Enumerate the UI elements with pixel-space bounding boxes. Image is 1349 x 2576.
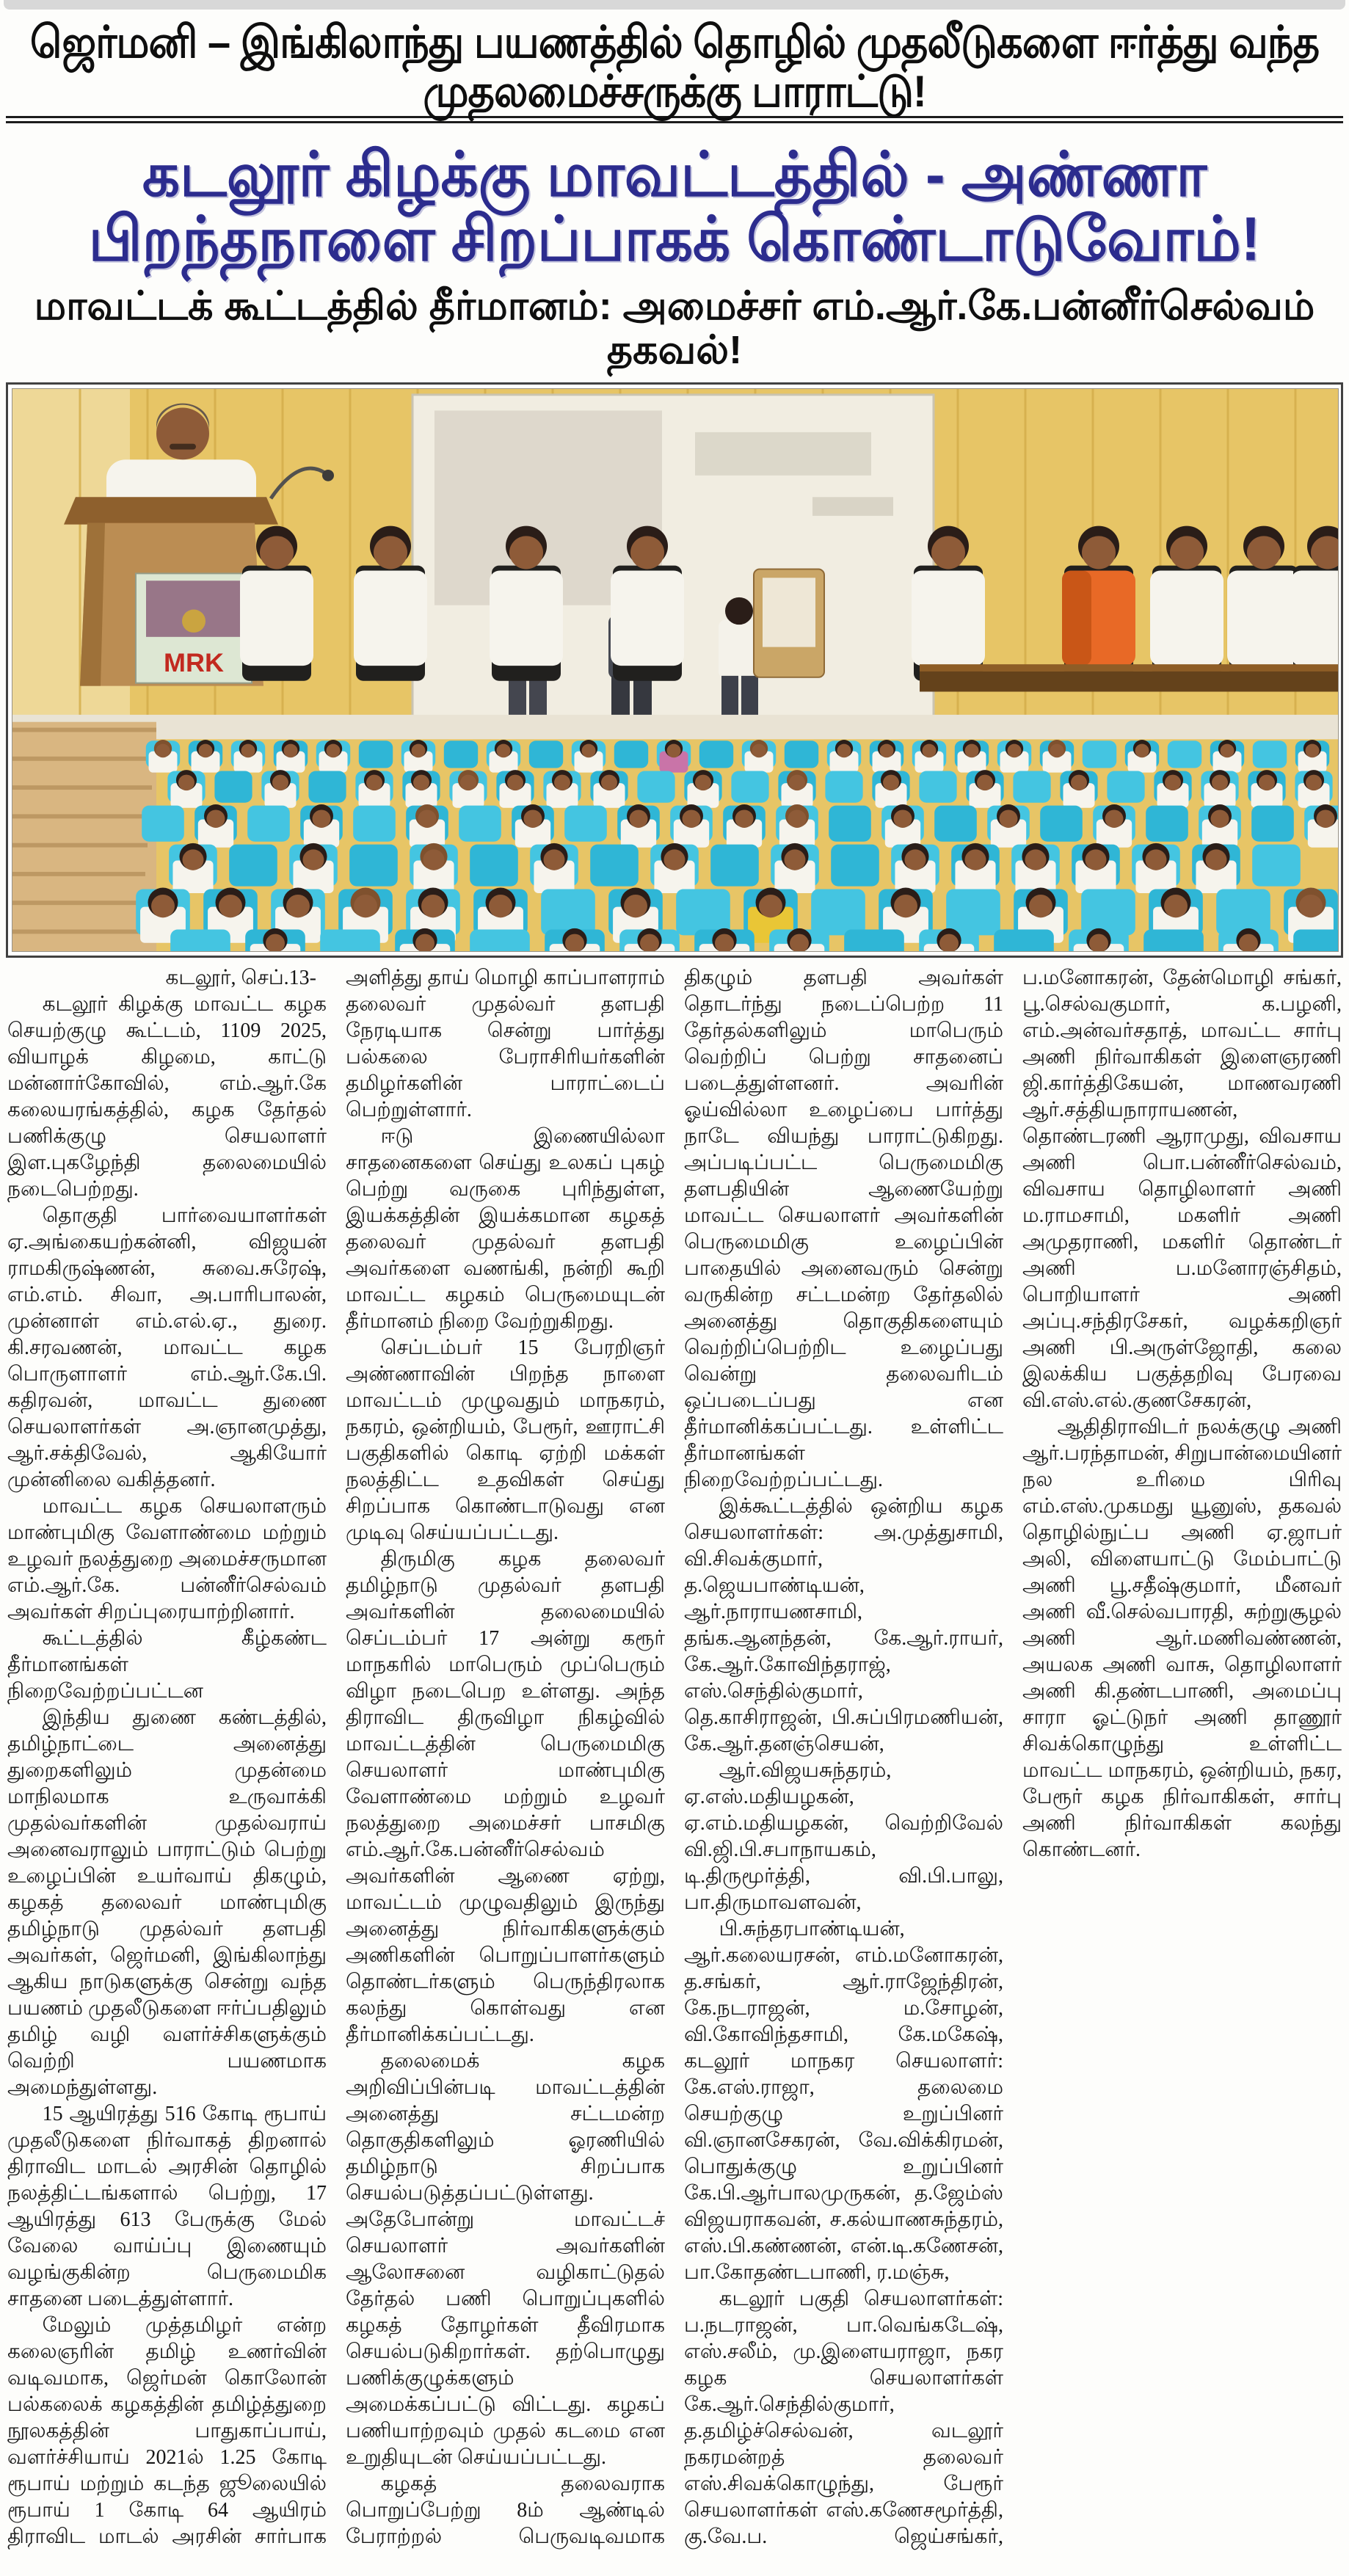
article-paragraph: ஆதிதிராவிடர் நலக்குழு அணி ஆர்.பரந்தாமன், சிறுபான்மையினர் நல உரிமை பிரிவு எம்.எஸ்.முகமது யூனுஸ், தகவல் தொழில்நுட்ப அணி ஏ.ஜாபர் அலி, விளையாட்டு மேம்பாட்டு அணி பூ.சதீஷ்குமார், மீனவர் அணி வீ.செல்வபாரதி, சுற்றுசூழல் அணி ஆர்.மணிவண்ணன், அயலக அணி வாசு, தொழிலாளர் அணி கி.தண்டபாணி, அமைப்பு சாரா ஓட்டுநர் அணி தாணூர் சிவக்கொழுந்து உள்ளிட்ட மாவட்ட மாநகரம், ஒன்றியம், நகர, பேரூர் கழக நிர்வாகிகள், சார்பு அணி நிர்வாகிகள் கலந்து கொண்டனர்.: [1022, 1415, 1342, 1861]
photo-tint: [12, 389, 1338, 951]
headline-secondary: கடலூர் கிழக்கு மாவட்டத்தில் - அண்ணா பிறந்தநாளை சிறப்பாகக் கொண்டாடுவோம்!: [88, 139, 1261, 274]
headline-sub: மாவட்டக் கூட்டத்தில் தீர்மானம்: அமைச்சர் எம்.ஆர்.கே.பன்னீர்செல்வம் தகவல்!: [34, 284, 1315, 372]
article-paragraph: கடலூர் பகுதி செயலாளர்கள்: ப.நடராஜன், பா.வெங்கடேஷ், எஸ்.சலீம், மு.இளையராஜா, நகர கழக செயலாளர்கள் கே.ஆர்.செந்தில்குமார், த.தமிழ்ச்செல்வன், வடலூர் நகரமன்றத் தலைவர் எஸ்.சிவக்கொழுந்து, பேரூர் செயலாளர்கள் எஸ்.கணேசமூர்த்தி, கு.வே.ப. ஜெய்சங்கர், ப.மனோகரன், தேன்மொழி சங்கர், பூ.செல்வகுமார், க.பழனி, எம்.அன்வர்சதாத், மாவட்ட சார்பு அணி நிர்வாகிகள் இளைஞரணி ஜி.கார்த்திகேயன், மாணவரணி ஆர்.சத்தியநாராயணன், தொண்டரணி ஆராமுது, விவசாய அணி பொ.பன்னீர்செல்வம், விவசாய தொழிலாளர் அணி ம.ராமசாமி, மகளிர் அணி அமுதராணி, மகளிர் தொண்டர் அணி ப.மனோரஞ்சிதம், பொறியாளர் அணி அப்பு.சந்திரசேகர், வழக்கறிஞர் அணி பி.அருள்ஜோதி, கலை இலக்கிய பகுத்தறிவு பேரவை வி.எஸ்.எல்.குணசேகரன்,: [684, 966, 1342, 2548]
divider-rule: [6, 116, 1343, 123]
meeting-photo: [6, 382, 1343, 958]
article-paragraph: இந்திய துணை கண்டத்தில், தமிழ்நாட்டை அனைத்து துறைகளிலும் முதன்மை மாநிலமாக உருவாக்கி முதல்வர்களின் முதல்வராய் அனைவராலும் பாராட்டும் பெற்று உழைப்பின் உயர்வாய் திகழும், கழகத் தலைவர் மாண்புமிகு தமிழ்நாடு முதல்வர் தளபதி அவர்கள், ஜெர்மனி, இங்கிலாந்து ஆகிய நாடுகளுக்கு சென்று வந்த பயணம் முதலீடுகளை ஈர்ப்பதிலும் தமிழ் வழி வளர்ச்சிகளுக்கும் வெற்றி பயணமாக அமைந்துள்ளது.: [7, 1706, 327, 2099]
scan-edge-strip: [4, 0, 1345, 10]
article-paragraph: செப்டம்பர் 15 பேரறிஞர் அண்ணாவின் பிறந்த நாளை மாவட்டம் முழுவதும் மாநகரம், நகரம், ஒன்றியம், பேரூர், ஊராட்சி பகுதிகளில் கொடி ஏற்றி மக்கள் நலத்திட்ட உதவிகள் செய்து சிறப்பாக கொண்டாடுவது என முடிவு செய்யப்பட்டது.: [346, 1336, 665, 1544]
article-body: [7, 965, 1342, 2576]
podium-banner-label: MRK: [164, 648, 224, 677]
article-paragraph: மேலும் முத்தமிழர் என்ற கலைஞரின் தமிழ் உணர்வின் வடிவமாக, ஜெர்மன் கொலோன் பல்கலைக் கழகத்தின் தமிழ்த்துறை நூலகத்தின் பாதுகாப்பாய், வளர்ச்சியாய் 2021ல் 1.25 கோடி ரூபாய் மற்றும் கடந்த ஜூலையில் ரூபாய் 1 கோடி 64 ஆயிரம் திராவிட மாடல் அரசின் சார்பாக அளித்து தாய் மொழி காப்பாளராம் தலைவர் முதல்வர் தளபதி நேரடியாக சென்று பார்த்து பல்கலை பேராசிரியர்களின் தமிழர்களின் பாராட்டைப் பெற்றுள்ளார்.: [7, 966, 665, 2548]
photo-scene: [12, 388, 1339, 952]
article-paragraph: பி.சுந்தரபாண்டியன், ஆர்.கலையரசன், எம்.மனோகரன், த.சங்கர், ஆர்.ராஜேந்திரன், கே.நடராஜன், ம.சோழன், வி.கோவிந்தசாமி, கே.மகேஷ், கடலூர் மாநகர செயலாளர்: கே.எஸ்.ராஜா, தலைமை செயற்குழு உறுப்பினர் வி.ஞானசேகரன், வே.விக்கிரமன், பொதுக்குழு உறுப்பினர் கே.பி.ஆர்பாலமுருகன், த.ஜேம்ஸ் விஜயராகவன், ச.கல்யாணசுந்தரம், எஸ்.பி.கண்ணன், என்.டி.கணேசன், பா.கோதண்டபாணி, ர.மஞ்சு,: [684, 1917, 1003, 2284]
dateline: கடலூர், செப்.13-: [165, 966, 316, 989]
article-paragraph: ஆர்.விஜயசுந்தரம், ஏ.எஸ்.மதியழகன், ஏ.எம்.மதியழகன், வெற்றிவேல் வி.ஜி.பி.சபாநாயகம், டி.திருமூர்த்தி, வி.பி.பாலு, பா.திருமாவளவன்,: [684, 1758, 1003, 1914]
article-paragraph: இக்கூட்டத்தில் ஒன்றிய கழக செயலாளர்கள்: அ.முத்துசாமி, வி.சிவக்குமார், த.ஜெயபாண்டியன், ஆர்.நாராயணசாமி, தங்க.ஆனந்தன், கே.ஆர்.ராயர், கே.ஆர்.கோவிந்தராஜ், எஸ்.செந்தில்குமார், தெ.காசிராஜன், பி.சுப்பிரமணியன், கே.ஆர்.தனஞ்செயன்,: [684, 1494, 1003, 1755]
headline-main: ஜெர்மனி – இங்கிலாந்து பயணத்தில் தொழில் முதலீடுகளை ஈர்த்து வந்த முதலமைச்சருக்கு பாராட்டு!: [29, 16, 1320, 116]
article-paragraph: ஈடு இணையில்லா சாதனைகளை செய்து உலகப் புகழ் பெற்று வருகை புரிந்துள்ள, இயக்கத்தின் இயக்கமான கழகத் தலைவர் முதல்வர் தளபதி அவர்களை வணங்கி, நன்றி கூறி மாவட்ட கழகம் பெருமையுடன் தீர்மானம் நிறை வேற்றுகிறது.: [346, 1124, 665, 1333]
article-paragraph: 15 ஆயிரத்து 516 கோடி ரூபாய் முதலீடுகளை நிர்வாகத் திறனால் திராவிட மாடல் அரசின் தொழில் நலத்திட்டங்களால் பெற்று, 17 ஆயிரத்து 613 பேருக்கு மேல் வேலை வாய்ப்பு இணையும் வழங்குகின்ற பெருமைமிக சாதனை படைத்துள்ளார்.: [7, 2102, 327, 2310]
article-paragraph: கடலூர் கிழக்கு மாவட்ட கழக செயற்குழு கூட்டம், 1109 2025, வியாழக் கிழமை, காட்டு மன்னார்கோவில், எம்.ஆர்.கே கலையரங்கத்தில், கழக தேர்தல் பணிக்குழு செயலாளர் இள.புகழேந்தி தலைமையில் நடைபெற்றது.: [7, 992, 327, 1201]
article-paragraph: தலைமைக் கழக அறிவிப்பின்படி மாவட்டத்தின் அனைத்து சட்டமன்ற தொகுதிகளிலும் ஓரணியில் தமிழ்நாடு சிறப்பாக செயல்படுத்தப்பட்டுள்ளது. அதேபோன்று மாவட்டச் செயலாளர் அவர்களின் ஆலோசனை வழிகாட்டுதல் தேர்தல் பணி பொறுப்புகளில் கழகத் தோழர்கள் தீவிரமாக செயல்படுகிறார்கள். தற்பொழுது பணிக்குழுக்களும் அமைக்கப்பட்டு விட்டது. கழகப் பணியாற்றவும் முதல் கடமை என உறுதியுடன் செய்யப்பட்டது.: [346, 2049, 665, 2469]
article-paragraph: கழகத் தலைவராக பொறுப்பேற்று 8ம் ஆண்டில் பேராற்றல் பெருவடிவமாக திகழும் தளபதி அவர்கள் தொடர்ந்து நடைப்பெற்ற 11 தேர்தல்களிலும் மாபெரும் வெற்றிப் பெற்று சாதனைப் படைத்துள்ளனர். அவரின் ஓய்வில்லா உழைப்பை பார்த்து நாடே வியந்து பாராட்டுகிறது. அப்படிப்பட்ட பெருமைமிகு தளபதியின் ஆணையேற்று மாவட்ட செயலாளர் அவர்களின் பெருமைமிகு உழைப்பின் பாதையில் அனைவரும் சென்று வருகின்ற சட்டமன்ற தேர்தலில் அனைத்து தொகுதிகளையும் வெற்றிப்பெற்றிட உழைப்பது வென்று தலைவரிடம் ஒப்படைப்பது என தீர்மானிக்கப்பட்டது. உள்ளிட்ட தீர்மானங்கள் நிறைவேற்றப்பட்டது.: [346, 966, 1003, 2548]
article-paragraph: மாவட்ட கழக செயலாளரும் மாண்புமிகு வேளாண்மை மற்றும் உழவர் நலத்துறை அமைச்சருமான எம்.ஆர்.கே. பன்னீர்செல்வம் அவர்கள் சிறப்புரையாற்றினார்.: [7, 1494, 327, 1623]
article-paragraph: திருமிகு கழக தலைவர் தமிழ்நாடு முதல்வர் தளபதி அவர்களின் தலைமையில் செப்டம்பர் 17 அன்று கரூர் மாநகரில் மாபெரும் முப்பெரும் விழா நடைபெற உள்ளது. அந்த திராவிட திருவிழா நிகழ்வில் மாவட்டத்தின் பெருமைமிகு செயலாளர் மாண்புமிகு வேளாண்மை மற்றும் உழவர் நலத்துறை அமைச்சர் பாசமிகு எம்.ஆர்.கே.பன்னீர்செல்வம் அவர்களின் ஆணை ஏற்று, மாவட்டம் முழுவதிலும் இருந்து அனைத்து நிர்வாகிகளுக்கும் அணிகளின் பொறுப்பாளர்களும் தொண்டர்களும் பெருந்திரலாக கலந்து கொள்வது என தீர்மானிக்கப்பட்டது.: [346, 1547, 665, 2046]
article-paragraph: தொகுதி பார்வையாளர்கள் ஏ.அங்கையற்கன்னி, விஜயன் ராமகிருஷ்ணன், சுவை.சுரேஷ், எம்.எம். சிவா, அ.பாரிபாலன், முன்னாள் எம்.எல்.ஏ., துரை. கி.சரவணன், மாவட்ட கழக பொருளாளர் எம்.ஆர்.கே.பி. கதிரவன், மாவட்ட துணை செயலாளர்கள் அ.ஞானமுத்து, ஆர்.சக்திவேல், ஆகியோர் முன்னிலை வகித்தனர்.: [7, 1204, 327, 1491]
article-paragraph: கூட்டத்தில் கீழ்கண்ட தீர்மானங்கள் நிறைவேற்றப்பட்டன: [7, 1626, 327, 1703]
